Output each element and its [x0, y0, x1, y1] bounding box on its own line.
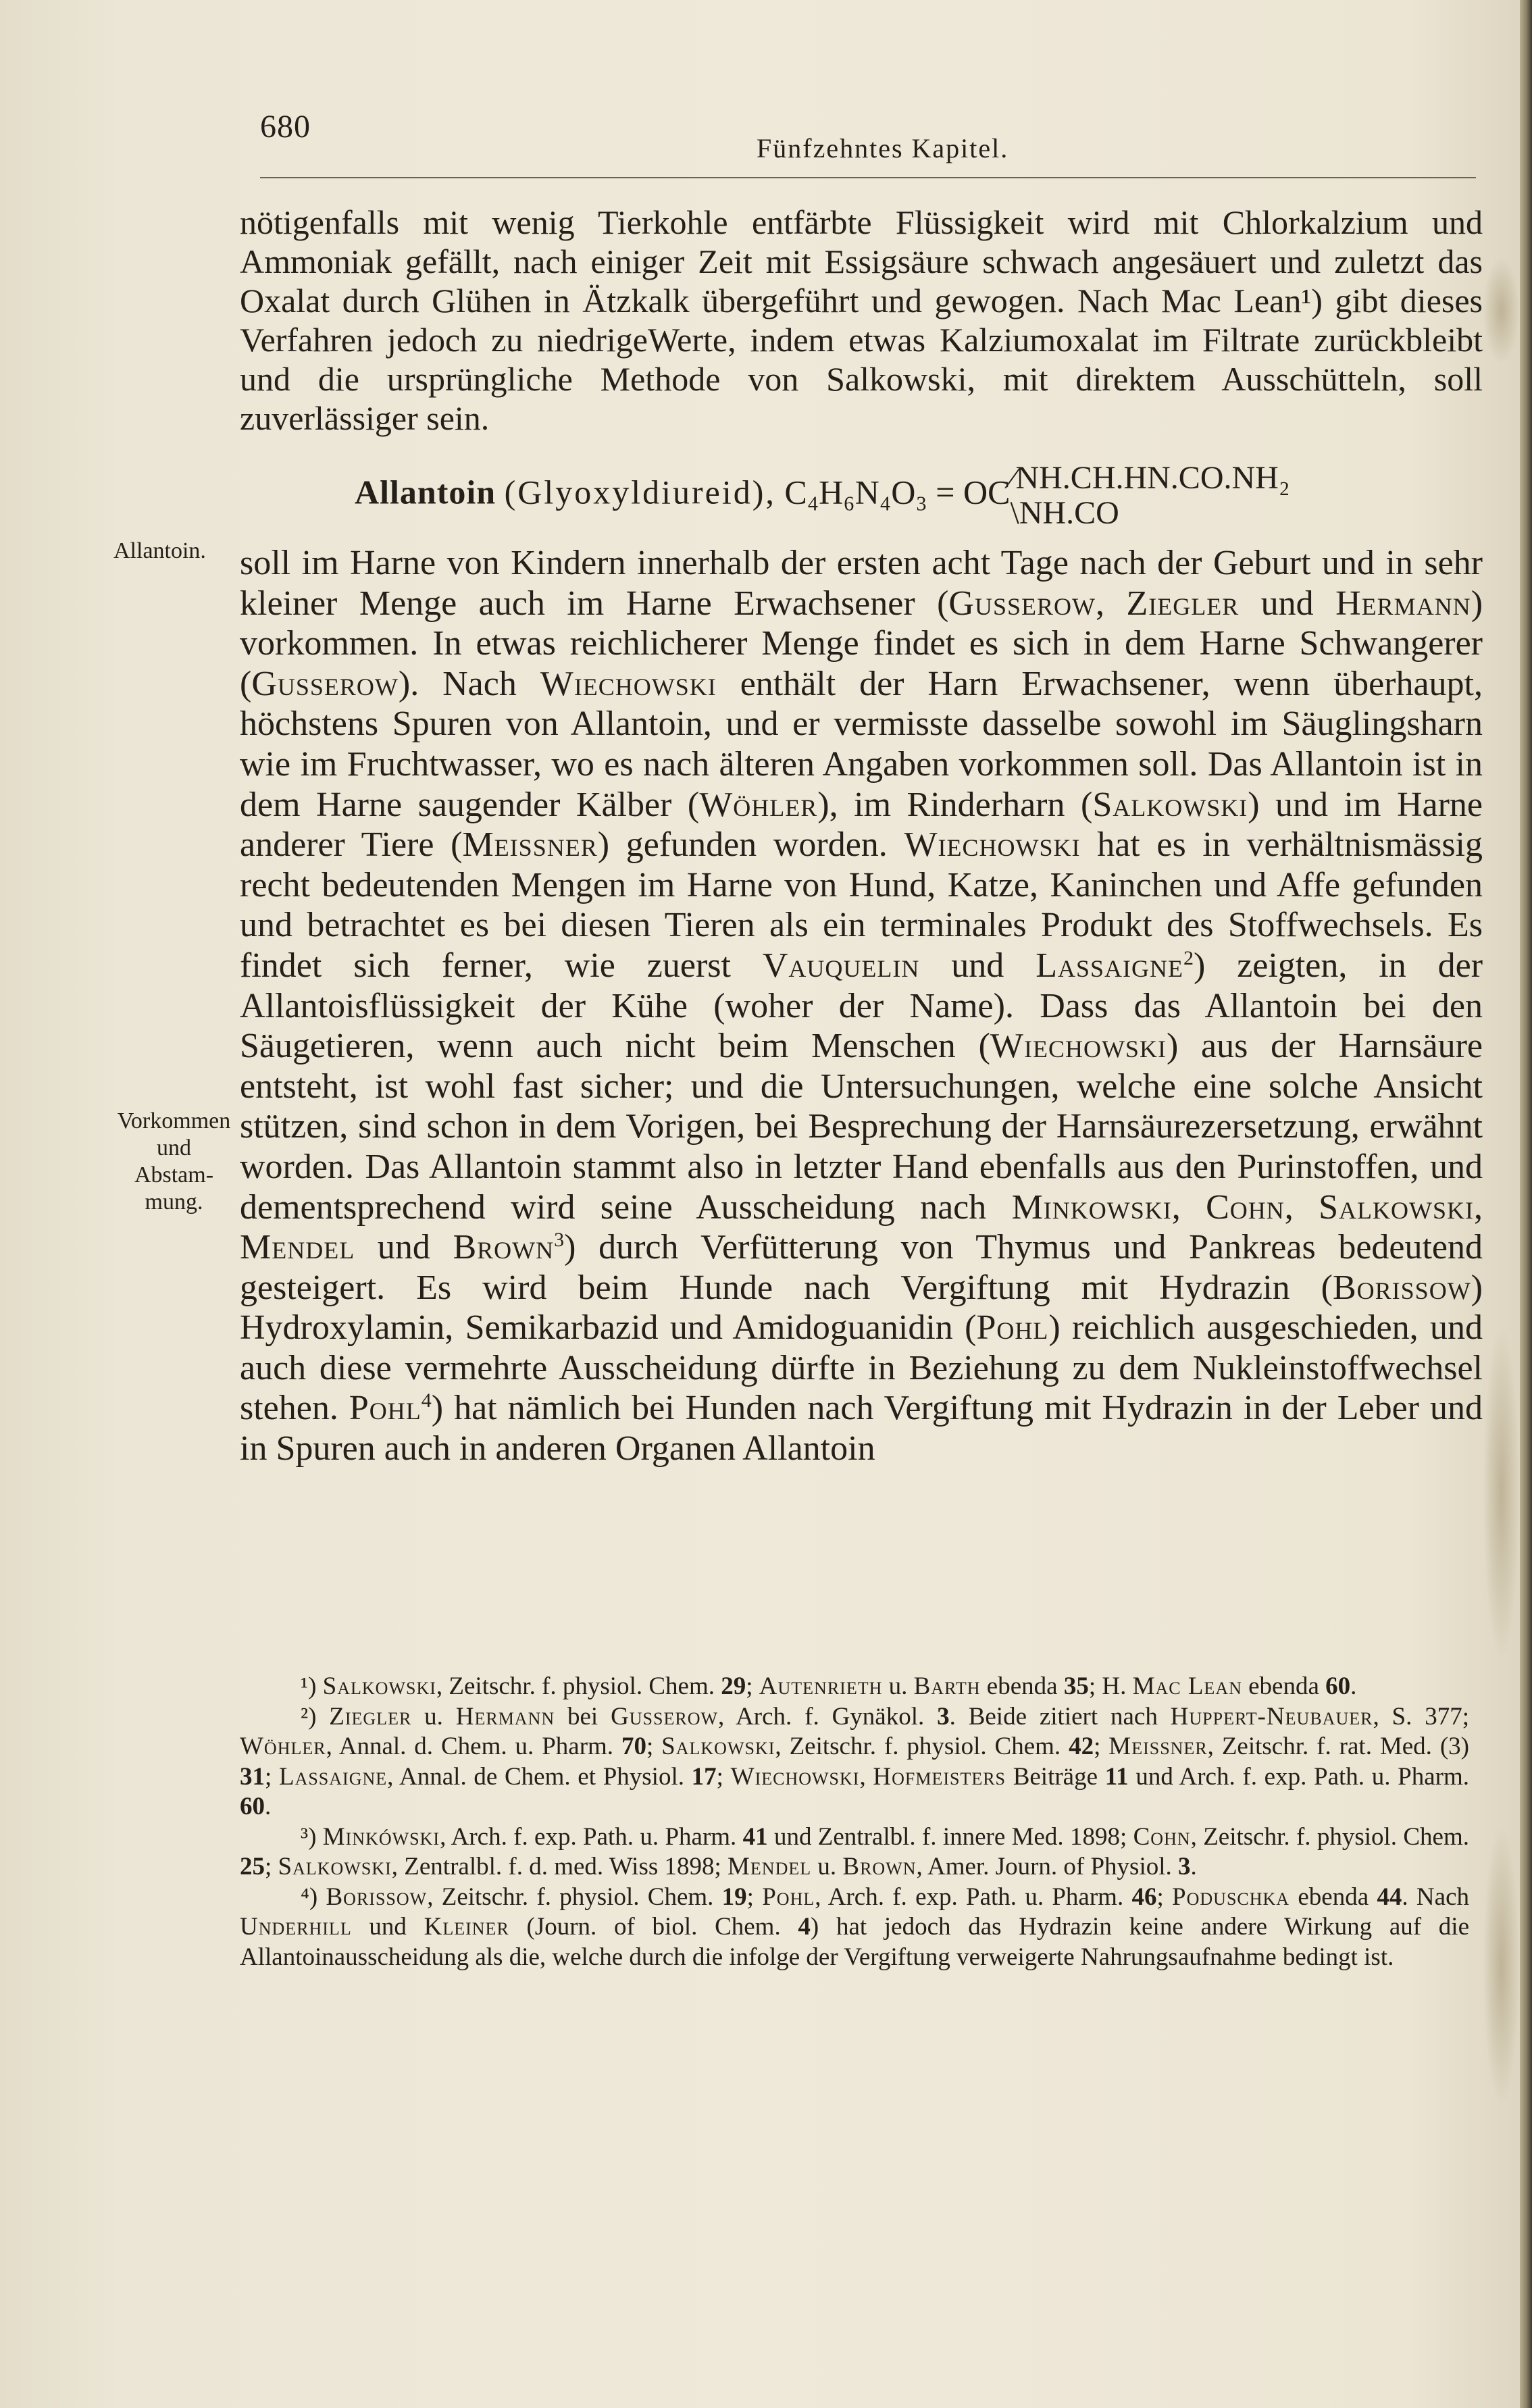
author-name: Hofmeisters — [873, 1762, 1006, 1791]
text-run: . — [1350, 1672, 1357, 1700]
text-run: und Zentralbl. f. innere Med. 1898; — [767, 1822, 1133, 1851]
volume-number: 41 — [742, 1822, 768, 1851]
volume-number: 60 — [240, 1793, 265, 1820]
text-run: und — [351, 1913, 424, 1941]
author-name: Ziegler — [1126, 584, 1240, 623]
author-name: Mac Lean — [1132, 1672, 1242, 1700]
text-run: u. — [411, 1702, 456, 1731]
author-name: Wöhler — [240, 1733, 326, 1760]
author-name: Wiechowski — [730, 1762, 860, 1791]
volume-number: 44 — [1377, 1882, 1402, 1911]
volume-number: 11 — [1104, 1762, 1129, 1791]
formula-branch — [1010, 461, 1290, 531]
author-name: Meissner — [1108, 1733, 1208, 1760]
text-run: ; — [646, 1733, 662, 1760]
author-name: Hermann — [455, 1702, 555, 1731]
text-run: ) und im Harne anderer Tiere ( — [240, 785, 1483, 865]
author-name: Kleiner — [424, 1913, 509, 1941]
author-name: Autenrieth — [759, 1672, 883, 1700]
volume-number: 31 — [240, 1762, 265, 1791]
author-name: Minkówski — [322, 1822, 440, 1851]
volume-number: 60 — [1325, 1672, 1351, 1700]
author-name: Lassaigne — [278, 1762, 388, 1791]
page-stain — [1483, 1824, 1520, 2107]
footnote-mark: ¹) — [301, 1672, 323, 1700]
text-run: ) zeigten, in der Allantoisflüssigkeit der Kühe (woher der Name). Dass das Allantoin bei den Säugetieren, wenn auch nicht beim Menschen ( — [240, 946, 1483, 1066]
text-run: u. — [811, 1853, 843, 1880]
author-name: Pohl — [976, 1308, 1049, 1348]
volume-number: 42 — [1069, 1733, 1094, 1760]
text-run: Beiträge — [1006, 1762, 1105, 1791]
author-name: Salkowski — [322, 1672, 436, 1700]
author-name: Brown — [842, 1853, 917, 1880]
text-run: ; — [1094, 1733, 1109, 1760]
footnote-mark: ²) — [301, 1702, 330, 1731]
text-run: ; — [746, 1672, 759, 1700]
volume-number: 29 — [721, 1672, 746, 1700]
volume-number: 3 — [937, 1702, 950, 1731]
author-name: Salkowski — [1319, 1187, 1475, 1227]
text-run: , Arch. f. exp. Path. u. Pharm. — [815, 1882, 1132, 1911]
author-name: Lassaigne — [1036, 946, 1183, 985]
text-run: und — [1239, 584, 1336, 623]
text-run: ; — [716, 1762, 731, 1791]
author-name: Pohl — [762, 1882, 815, 1911]
text-run: ; H. — [1088, 1672, 1133, 1700]
volume-number: 3 — [1178, 1853, 1191, 1880]
footnote-mark: ³) — [301, 1822, 323, 1851]
formula-sum: C₄H₆N₄O₃ = OC — [784, 473, 1011, 511]
page-stain — [1483, 1324, 1520, 1662]
margin-note-line: mung. — [145, 1189, 203, 1214]
text-run: , Annal. de Chem. et Physiol. — [387, 1762, 692, 1791]
footnote-mark: ⁴) — [301, 1882, 326, 1911]
text-run: . Beide zitiert nach — [949, 1702, 1171, 1731]
volume-number: 19 — [721, 1882, 747, 1911]
page-edge-shadow — [1520, 0, 1532, 2408]
author-name: Gusserow — [611, 1702, 719, 1731]
author-name: Huppert-Neubauer — [1170, 1702, 1373, 1731]
author-name: Salkowski — [661, 1733, 775, 1760]
author-name: Wiechowski — [904, 825, 1081, 865]
text-run: ) aus der Harnsäure entsteht, ist wohl fast sicher; und die Untersuchungen, welche eine solche Ansicht stützen, sind schon in dem Vorigen, bei Besprechung der Harnsäurezersetzung, erwähnt worden. Das Allantoin stammt also in letzter Hand ebenfalls aus den Purinstoffen, und dementsprechend wird seine Ausscheidung nach — [240, 1027, 1483, 1227]
text-run: ; — [1156, 1882, 1173, 1911]
text-run: u. — [882, 1672, 914, 1700]
text-run: ) reichlich ausgeschieden, und auch diese vermehrte Ausscheidung dürfte in Beziehung zu dem Nukleinstoffwechsel stehen. — [240, 1308, 1483, 1428]
margin-note-line: Vorkommen — [117, 1108, 231, 1133]
author-name: Mendel — [240, 1228, 355, 1267]
lead-paragraph: nötigenfalls mit wenig Tierkohle entfärbte Flüssigkeit wird mit Chlorkalzium und Ammoniak gefällt, nach einiger Zeit mit Essigsäure schwach angesäuert und zuletzt das Oxalat durch Glühen in Ätzkalk übergeführt und gewogen. Nach Mac Lean¹) gibt dieses Verfahren jedoch zu niedrigeWerte, indem etwas Kalziumoxalat im Filtrate zurückbleibt und die ursprüngliche Methode von Salkowski, mit direktem Ausschütteln, soll zuverlässiger sein. — [240, 203, 1483, 437]
footnote-ref: 2 — [1183, 946, 1194, 969]
text-run: und — [355, 1228, 453, 1267]
author-name: Mendel — [727, 1853, 812, 1880]
text-run: , — [1284, 1187, 1319, 1227]
volume-number: 70 — [621, 1733, 646, 1760]
text-run: , S. 377; — [1373, 1702, 1470, 1731]
body-text — [240, 203, 1483, 1469]
header-rule — [260, 177, 1476, 178]
text-run: und Arch. f. exp. Path. u. Pharm. — [1128, 1762, 1470, 1791]
text-run: . — [1190, 1853, 1197, 1880]
footnotes — [240, 1672, 1469, 1972]
margin-note-line: und — [157, 1135, 191, 1160]
formula-branch-bottom: \NH.CO — [1010, 495, 1119, 531]
author-name: Ziegler — [329, 1702, 412, 1731]
author-name: Meissner — [462, 825, 598, 865]
text-run: ) gefunden worden. — [597, 825, 904, 865]
text-run: , — [859, 1762, 873, 1791]
text-run: ; — [265, 1762, 279, 1791]
text-run: ) Hydroxylamin, Semikarbazid und Amidoguanidin ( — [240, 1268, 1483, 1348]
footnote-3 — [240, 1822, 1469, 1882]
text-run: , Arch. f. exp. Path. u. Pharm. — [440, 1822, 743, 1851]
author-name: Underhill — [240, 1913, 352, 1941]
text-run: ) durch Verfütterung von Thymus und Pankreas bedeutend gesteigert. Es wird beim Hunde nach Vergiftung mit Hydrazin ( — [240, 1228, 1483, 1307]
footnote-4 — [240, 1882, 1469, 1973]
text-run: ; — [746, 1882, 763, 1911]
text-run: , Arch. f. Gynäkol. — [718, 1702, 938, 1731]
formula-paren: (Glyoxyldiureid), — [504, 473, 776, 511]
volume-number: 35 — [1063, 1672, 1089, 1700]
text-run: , Zeitschr. f. physiol. Chem. — [1190, 1822, 1470, 1851]
text-run: , Zeitschr. f. physiol. Chem. — [427, 1882, 722, 1911]
text-run: . — [265, 1793, 272, 1820]
allantoin-formula — [355, 461, 1483, 531]
footnote-ref: 3 — [554, 1229, 565, 1252]
volume-number: 17 — [691, 1762, 717, 1791]
formula-label: Allantoin — [355, 473, 496, 511]
formula-branch-top: ⁄NH.CH.HN.CO.NH₂ — [1010, 460, 1290, 496]
text-run: (Journ. of biol. Chem. — [509, 1913, 798, 1941]
text-run: ) vorkommen. In etwas reichlicherer Menge findet es sich in dem Harne Schwangerer ( — [240, 584, 1483, 703]
author-name: Minkowski — [1011, 1187, 1172, 1227]
text-run: , Zeitschr. f. physiol. Chem. — [775, 1733, 1069, 1760]
text-run: ; — [265, 1853, 278, 1880]
page-number: 680 — [260, 109, 311, 145]
author-name: Brown — [453, 1228, 555, 1267]
text-run: ebenda — [1242, 1672, 1326, 1700]
text-run: hat es in verhältnismässig recht bedeutenden Mengen im Harne von Hund, Katze, Kaninchen und Affe gefunden und betrachtet es bei diesen Tieren als ein terminales Produkt des Stoffwechsels. Es findet sich ferner, wie zuerst — [240, 825, 1483, 985]
author-name: Wiechowski — [990, 1027, 1167, 1066]
text-run: ebenda — [1290, 1882, 1377, 1911]
author-name: Gusserow — [251, 664, 399, 703]
author-name: Salkowski — [278, 1853, 392, 1880]
author-name: Wöhler — [699, 785, 818, 824]
page-stain — [1483, 257, 1520, 365]
text-run: und — [919, 946, 1036, 985]
text-run: , Zentralbl. f. d. med. Wiss 1898; — [391, 1853, 728, 1880]
volume-number: 46 — [1131, 1882, 1157, 1911]
text-run: , Zeitschr. f. physiol. Chem. — [436, 1672, 721, 1700]
text-run: , Zeitschr. f. rat. Med. (3) — [1207, 1733, 1469, 1760]
author-name: Cohn — [1206, 1187, 1285, 1227]
text-run: ) hat jedoch das Hydrazin keine andere Wirkung auf die Allantoinausscheidung als die, welche durch die infolge der Vergiftung verweigerte Nahrungsaufnahme bedingt ist. — [240, 1913, 1470, 1971]
main-paragraph — [240, 543, 1483, 1469]
footnote-2 — [240, 1702, 1469, 1822]
text-run: , — [1171, 1187, 1206, 1227]
running-head: Fünfzehntes Kapitel. — [757, 133, 1009, 163]
author-name: Wiechowski — [540, 664, 717, 703]
author-name: Vauquelin — [762, 946, 920, 985]
text-run: ) hat nämlich bei Hunden nach Vergiftung mit Hydrazin in der Leber und in Spuren auch in anderen Organen Allantoin — [240, 1389, 1483, 1468]
margin-note-allantoin: Allantoin. — [113, 538, 206, 563]
author-name: Salkowski — [1092, 785, 1248, 824]
footnote-1 — [240, 1672, 1469, 1702]
text-run: ). Nach — [398, 664, 540, 703]
footnote-ref: 4 — [421, 1389, 432, 1412]
margin-note-line: Abstam- — [134, 1162, 214, 1187]
volume-number: 25 — [240, 1853, 265, 1880]
author-name: Pohl — [349, 1389, 422, 1428]
text-run: , — [1474, 1187, 1483, 1227]
author-name: Borissow — [1332, 1268, 1471, 1307]
author-name: Barth — [913, 1672, 981, 1700]
text-run: enthält der Harn Erwachsener, wenn überhaupt, höchstens Spuren von Allantoin, und er vermisste dasselbe sowohl im Säuglingsharn wie im Fruchtwasser, wo es nach älteren Angaben vorkommen soll. Das Allantoin ist in dem Harne saugender Kälber ( — [240, 664, 1483, 824]
text-run: . Nach — [1402, 1882, 1469, 1911]
author-name: Hermann — [1335, 584, 1471, 623]
author-name: Poduschka — [1172, 1882, 1290, 1911]
author-name: Borissow — [326, 1882, 428, 1911]
text-run: , Annal. d. Chem. u. Pharm. — [326, 1733, 621, 1760]
text-run: bei — [555, 1702, 611, 1731]
author-name: Cohn — [1133, 1822, 1191, 1851]
volume-number: 4 — [798, 1913, 811, 1941]
author-name: Gusserow — [948, 584, 1096, 623]
text-run: ), im Rinderharn ( — [817, 785, 1093, 824]
margin-note-vorkommen — [101, 1108, 247, 1216]
text-run: , — [1096, 584, 1127, 623]
text-run: , Amer. Journ. of Physiol. — [916, 1853, 1179, 1880]
text-run: ebenda — [980, 1672, 1064, 1700]
text-run: soll im Harne von Kindern innerhalb der ersten acht Tage nach der Geburt und in sehr kleiner Menge auch im Harne Erwachsener ( — [240, 544, 1483, 623]
